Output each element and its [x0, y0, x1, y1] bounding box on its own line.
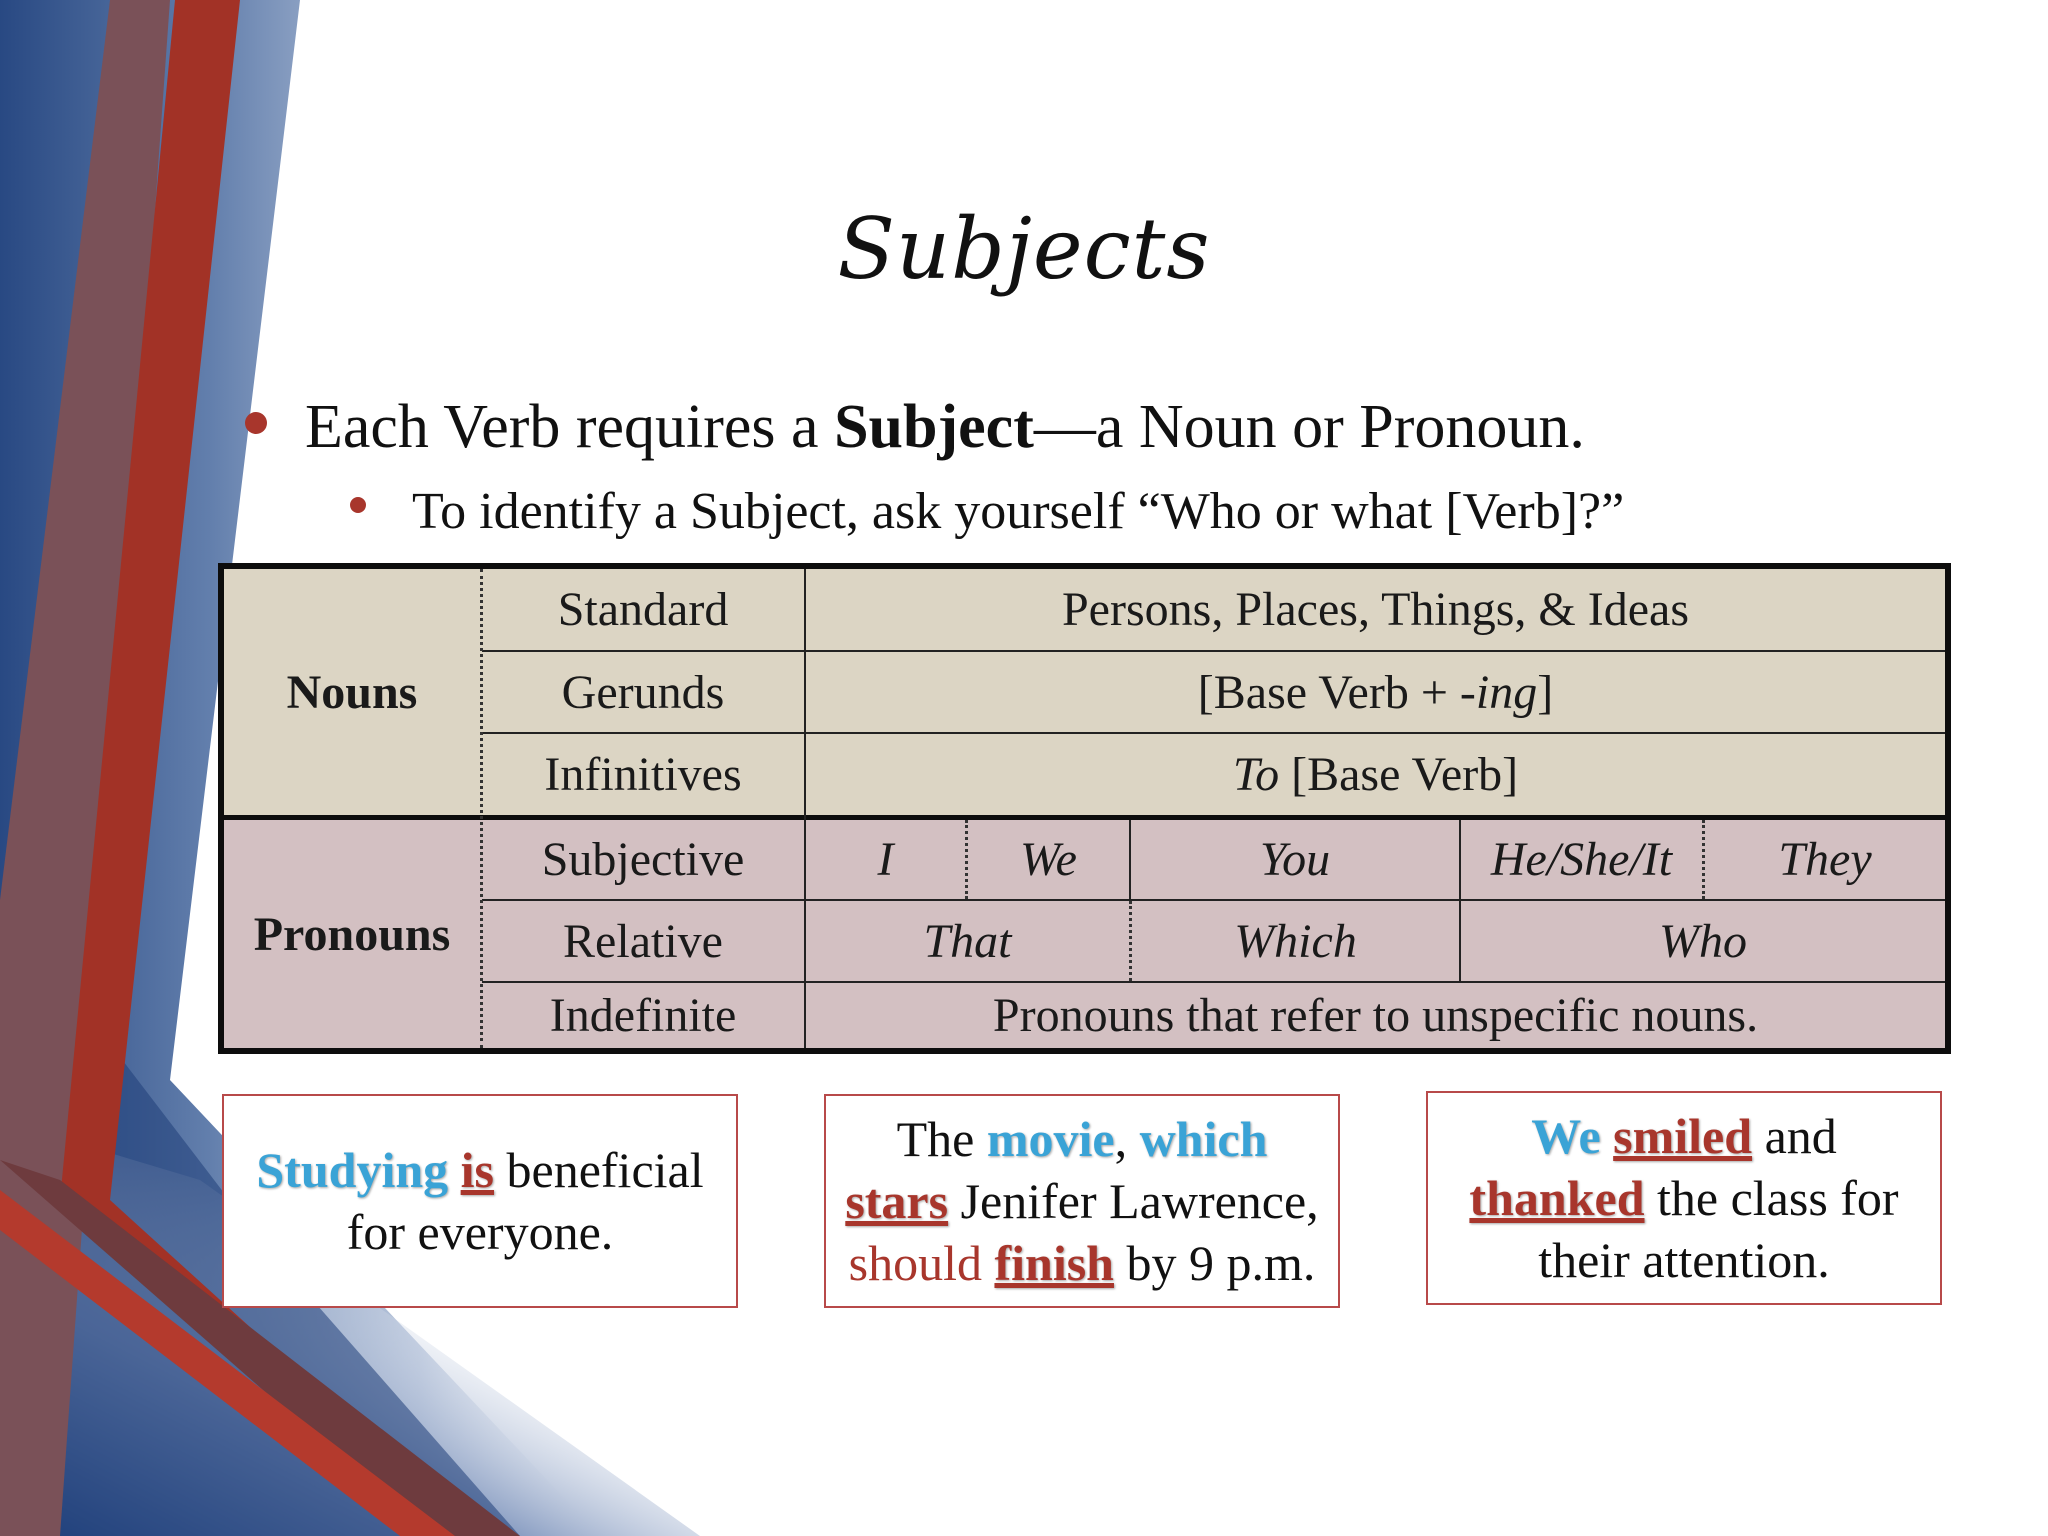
pronoun-he-she-it: He/She/It: [1490, 833, 1673, 886]
bullet-dot: [350, 497, 366, 513]
example-relative: which: [1139, 1111, 1268, 1167]
bullet-sub-text: To identify a Subject, ask yourself “Who or what [Verb]?”: [412, 483, 1625, 540]
noun-desc-standard: Persons, Places, Things, & Ideas: [1061, 583, 1690, 636]
pronoun-that: That: [923, 914, 1012, 968]
noun-desc-gerunds: [Base Verb + - ing ]: [1197, 665, 1554, 719]
pronoun-we: We: [1020, 833, 1077, 886]
noun-type-standard: Standard: [557, 583, 729, 636]
example-subject: Studying: [256, 1142, 449, 1198]
noun-type-gerunds: Gerunds: [561, 665, 725, 719]
example-subject: We: [1531, 1108, 1601, 1164]
pronoun-which: Which: [1234, 914, 1357, 968]
example-box-relative: The movie, which stars Jenifer Lawrence, should finish by 9 p.m.: [824, 1094, 1340, 1308]
bullet-main-text: Each Verb requires a Subject—a Noun or Pronoun.: [305, 393, 1585, 461]
example-verb: stars: [845, 1173, 949, 1229]
example-subject: movie: [986, 1111, 1115, 1167]
pronoun-who: Who: [1659, 914, 1747, 968]
pronoun-type-relative: Relative: [563, 914, 723, 968]
example-verb: is: [460, 1142, 495, 1198]
subjects-table: [218, 563, 1951, 1054]
bullet-dot: [245, 412, 267, 434]
pronoun-type-subjective: Subjective: [541, 833, 745, 886]
example-verb: thanked: [1469, 1170, 1645, 1226]
pronoun-they: They: [1778, 833, 1872, 886]
example-box-gerund: Studying is beneficial for everyone.: [222, 1094, 738, 1308]
pronoun-you: You: [1259, 833, 1331, 886]
slide-title: Subjects: [837, 200, 1211, 298]
example-verb: smiled: [1613, 1108, 1753, 1164]
pronoun-type-indefinite: Indefinite: [549, 989, 737, 1042]
pronoun-i: I: [877, 833, 894, 886]
nouns-label: Nouns: [286, 665, 418, 719]
pronouns-label: Pronouns: [253, 907, 451, 961]
example-verb: finish: [994, 1235, 1114, 1291]
pronoun-indefinite-desc: Pronouns that refer to unspecific nouns.: [992, 989, 1759, 1042]
example-box-pronoun: We smiled and thanked the class for their attention.: [1426, 1091, 1942, 1305]
noun-type-infinitives: Infinitives: [544, 748, 742, 801]
noun-desc-infinitives: To [Base Verb]: [1232, 748, 1519, 801]
